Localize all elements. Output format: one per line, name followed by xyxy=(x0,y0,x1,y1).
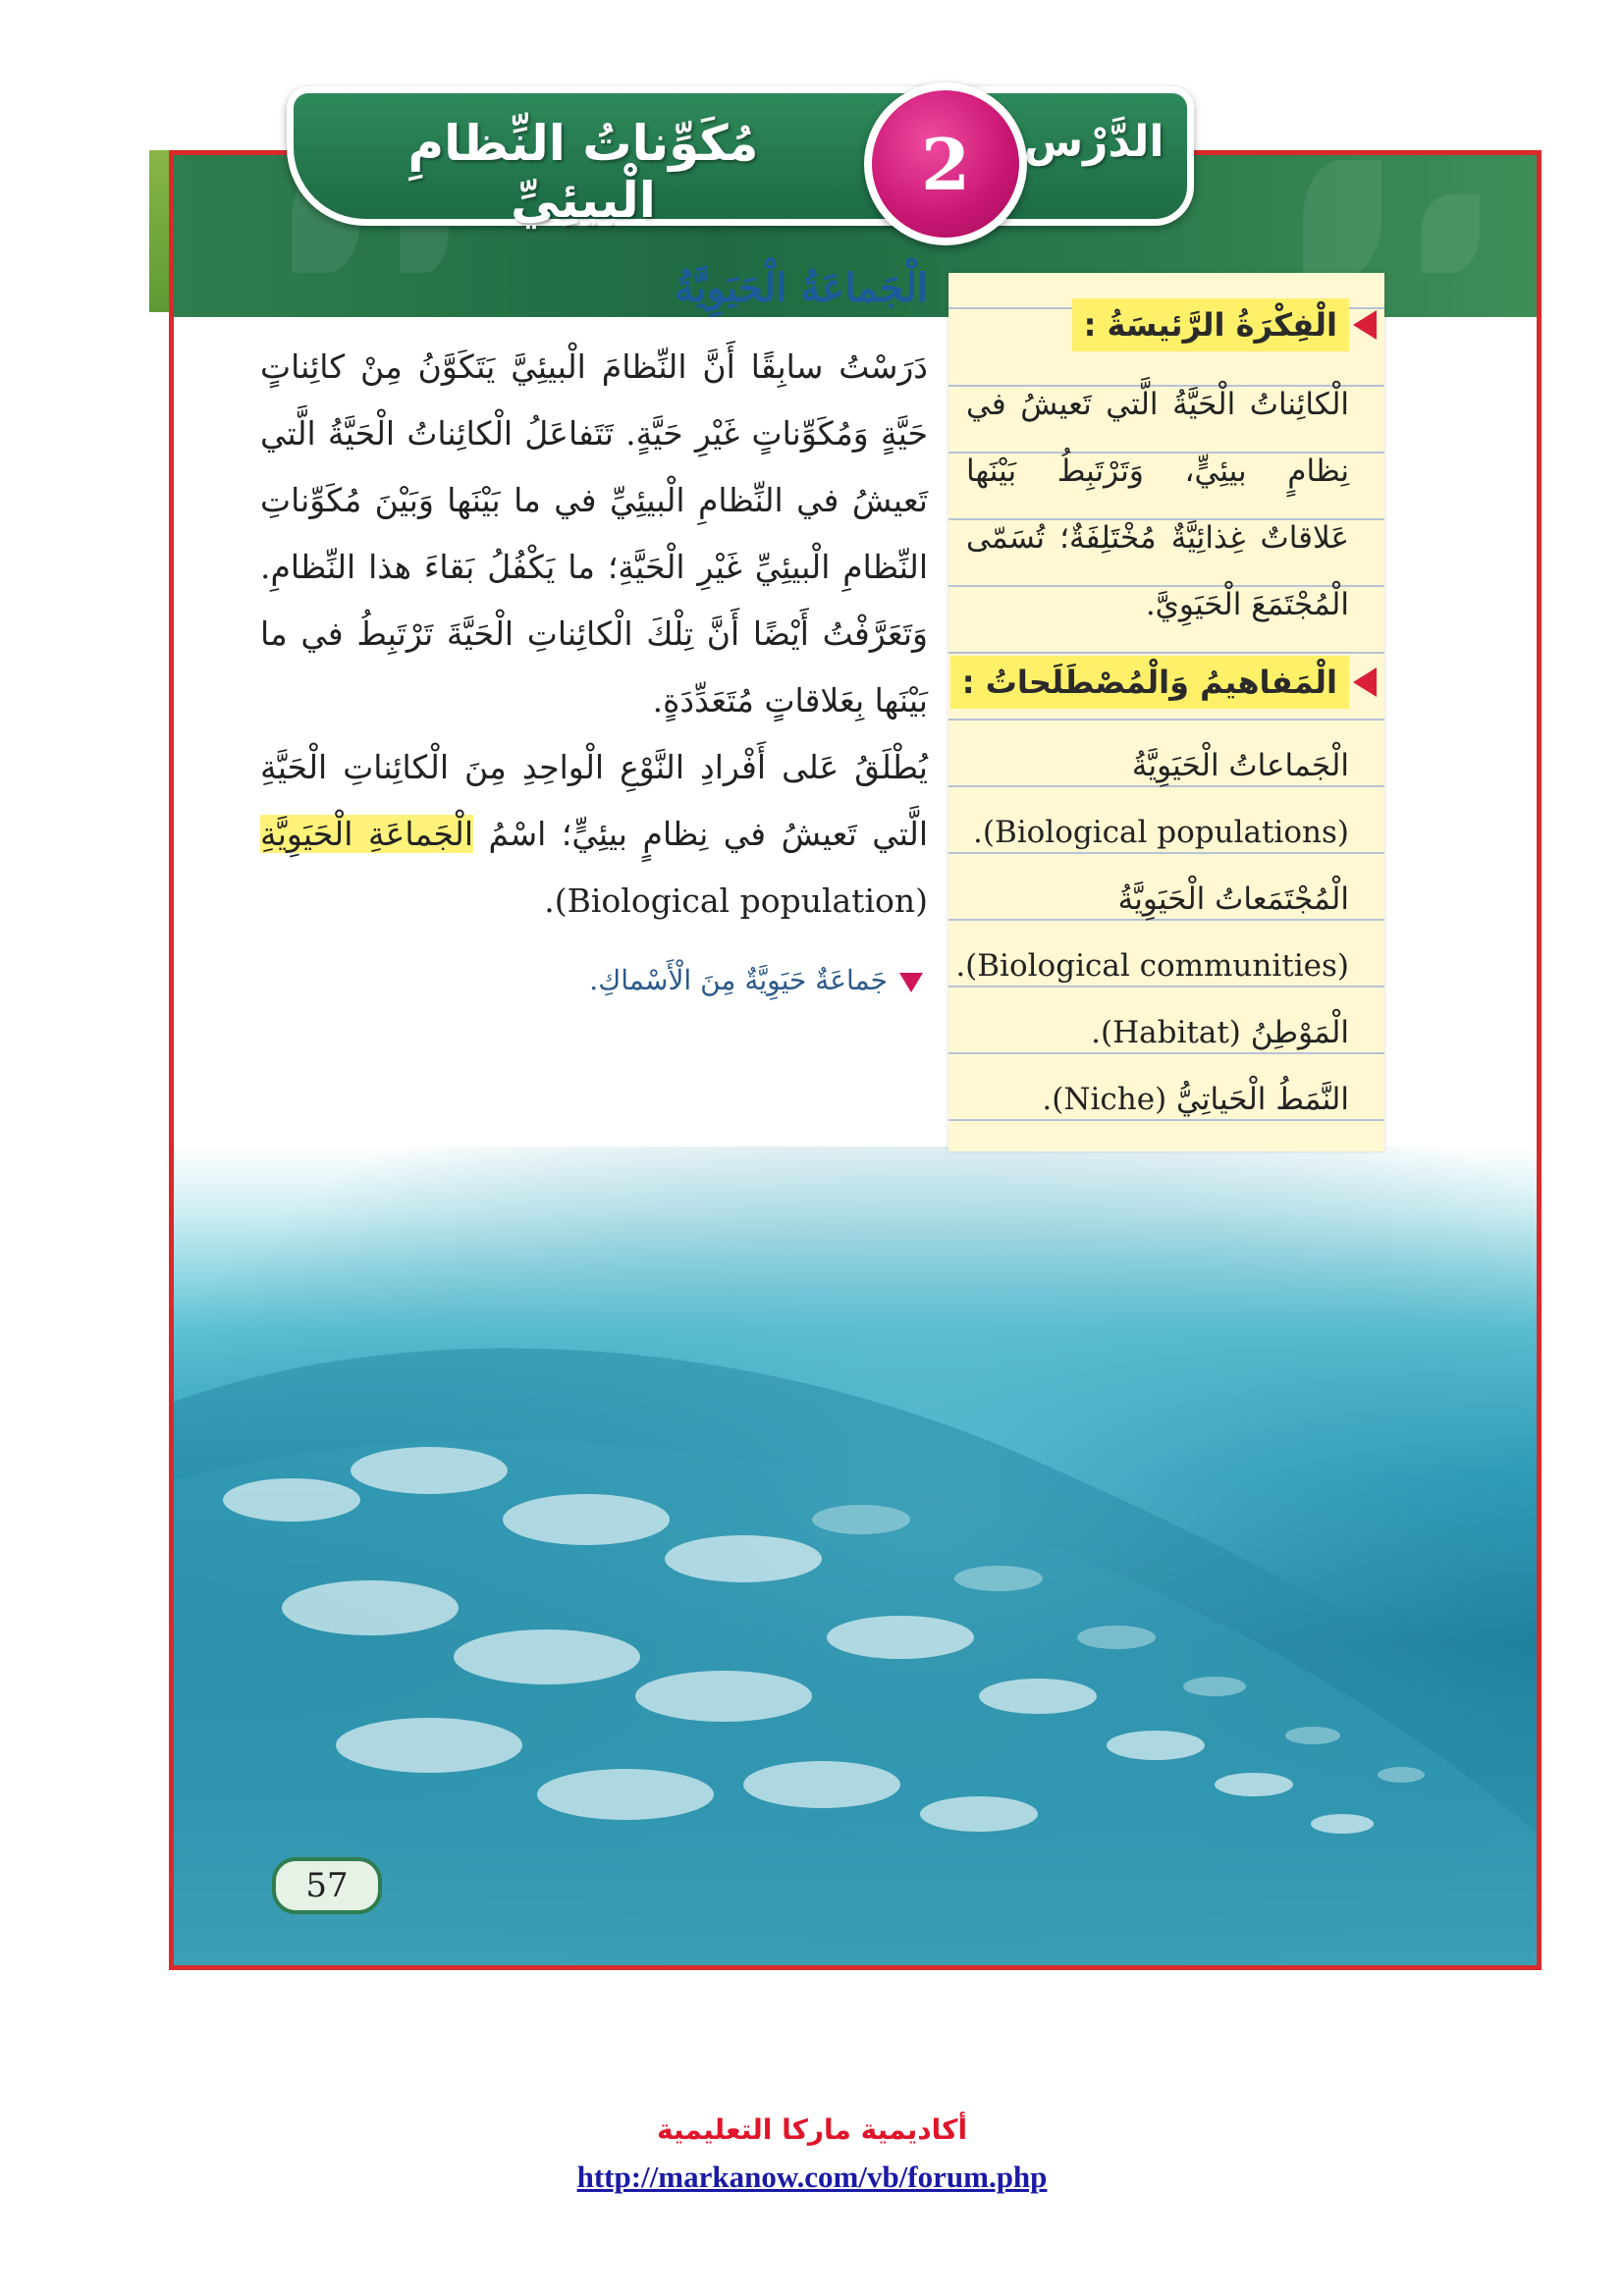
lesson-title: مُكَوِّناتُ النِّظامِ الْبيئِيِّ xyxy=(407,115,759,229)
term-item: الْمَوْطِنُ (Habitat). xyxy=(1091,1015,1349,1050)
triangle-left-icon xyxy=(1353,310,1377,340)
photo-caption xyxy=(412,964,923,996)
paragraph-1: دَرَسْتُ سابِقًا أَنَّ النِّظامَ الْبيئِيَّ يَتَكَوَّنُ مِنْ كائِناتٍ حَيَّةٍ وَمُكَوِّناتٍ غَيْرِ حَيَّةٍ. تَتَفاعَلُ الْكائِناتُ الْحَيَّةُ الَّتي تَعيشُ في النِّظامِ الْبيئِيِّ في ما بَيْنَها وَبَيْنَ مُكَوِّناتِ النِّظامِ الْبيئِيِّ غَيْرِ الْحَيَّةِ؛ ما يَكْفُلُ بَقاءَ هذا النِّظامِ. وَتَعَرَّفْتُ أَيْضًا أَنَّ تِلْكَ الْكائِناتِ الْحَيَّةَ تَرْتَبِطُ في ما بَيْنَها بِعَلاقاتٍ مُتَعَدِّدَةٍ. xyxy=(260,347,928,720)
term-item: (Biological populations). xyxy=(973,815,1349,850)
leaf-decoration xyxy=(1421,194,1480,273)
lesson-number: 2 xyxy=(920,122,971,206)
paragraph-2-english: (Biological population). xyxy=(544,881,928,920)
paragraph-2-intro: يُطْلَقُ عَلى أَفْرادِ النَّوْعِ الْواحِدِ مِنَ الْكائِناتِ الْحَيَّةِ الَّتي تَعيشُ في نِظامٍ بيئِيٍّ؛ اسْمُ xyxy=(260,748,928,853)
main-idea-text: الْكائِناتُ الْحَيَّةُ الَّتي تَعيشُ في نِظامٍ بيئِيٍّ، وَتَرْتَبِطُ بَيْنَها عَلاقاتٌ غِذائِيَّةٌ مُخْتَلِفَةٌ؛ تُسَمّى الْمُجْتَمَعَ الْحَيَوِيَّ. xyxy=(966,387,1349,622)
triangle-left-icon xyxy=(1353,667,1377,697)
term-item: النَّمَطُ الْحَياتِيُّ (Niche). xyxy=(1042,1082,1349,1117)
lesson-label: الدَّرْس xyxy=(1023,117,1164,167)
fish-school-photo xyxy=(174,1147,1537,1970)
footer-link[interactable]: http://markanow.com/vb/forum.php xyxy=(576,2160,1048,2194)
triangle-down-icon xyxy=(899,973,923,992)
page-number-badge xyxy=(272,1857,382,1914)
main-idea-label: الْفِكْرَةُ الرَّئيسَةُ : xyxy=(1072,298,1349,351)
section-heading: الْجَماعَةُ الْحَيَوِيَّةُ xyxy=(674,265,928,311)
terms-list xyxy=(955,732,1349,1133)
lesson-number-badge xyxy=(864,82,1027,245)
leaf-decoration xyxy=(1303,160,1381,278)
caption-text: جَماعَةٌ حَيَوِيَّةٌ مِنَ الْأَسْماكِ. xyxy=(589,964,888,996)
footer-title: أكاديمية ماركا التعليمية xyxy=(656,2113,968,2146)
concepts-label: الْمَفاهيمُ وَالْمُصْطَلَحاتُ : xyxy=(950,656,1349,709)
lesson-body xyxy=(260,334,928,934)
term-item: (Biological communities). xyxy=(955,948,1349,984)
term-item: الْجَماعاتُ الْحَيَوِيَّةُ xyxy=(1131,748,1349,783)
highlighted-term: الْجَماعَةِ الْحَيَوِيَّةِ xyxy=(260,815,473,853)
key-ideas-sidebar xyxy=(948,273,1384,1151)
page-number: 57 xyxy=(305,1866,349,1905)
lesson-banner xyxy=(287,86,1194,229)
fish-school-illustration xyxy=(174,1147,1537,1970)
term-item: الْمُجْتَمَعاتُ الْحَيَوِيَّةُ xyxy=(1117,881,1349,917)
